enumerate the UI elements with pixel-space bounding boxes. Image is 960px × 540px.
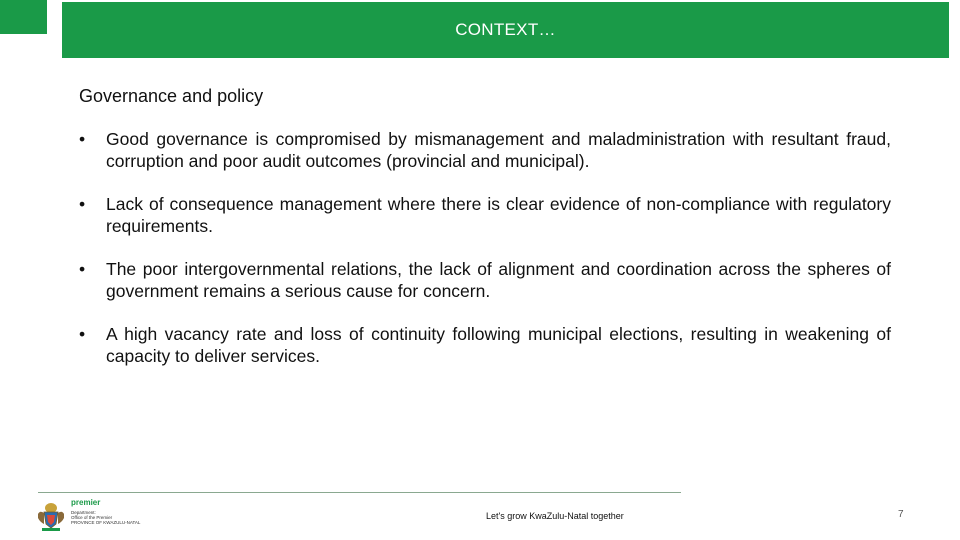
footer-tagline: Let's grow KwaZulu-Natal together [486, 511, 624, 521]
logo-line: Office of the Premier [71, 515, 113, 520]
coat-of-arms-icon [36, 500, 66, 532]
bullet-item [79, 128, 891, 172]
slide-title: CONTEXT… [455, 20, 556, 39]
bullet-text: The poor intergovernmental relations, the lack of alignment and coordination across the spheres of government remains a serious cause for concern. [106, 259, 891, 301]
bullet-marker: • [79, 194, 86, 214]
logo-line: Department: [71, 510, 96, 515]
bullet-text: Good governance is compromised by mismanagement and maladministration with resultant fraud, corruption and poor audit outcomes (provincial and municipal). [106, 129, 891, 171]
premier-logo [36, 498, 156, 532]
bullet-marker: • [79, 324, 86, 344]
bullet-item [79, 193, 891, 237]
logo-line: PROVINCE OF KWAZULU-NATAL [71, 520, 141, 525]
title-bar [62, 2, 949, 58]
page-number: 7 [898, 509, 904, 520]
section-subheading: Governance and policy [79, 86, 264, 106]
bullet-marker: • [79, 129, 86, 149]
bullet-text: Lack of consequence management where there is clear evidence of non-compliance with regulatory requirements. [106, 194, 891, 236]
bullet-item [79, 258, 891, 302]
bullet-text: A high vacancy rate and loss of continuity following municipal elections, resulting in weakening of capacity to deliver services. [106, 324, 891, 366]
bullet-marker: • [79, 259, 86, 279]
logo-brand-text: premier [71, 498, 101, 507]
footer-divider [38, 492, 681, 493]
logo-department-text [71, 510, 140, 525]
bullet-item [79, 323, 891, 367]
corner-accent-square [0, 0, 47, 34]
bullet-list [79, 128, 891, 388]
